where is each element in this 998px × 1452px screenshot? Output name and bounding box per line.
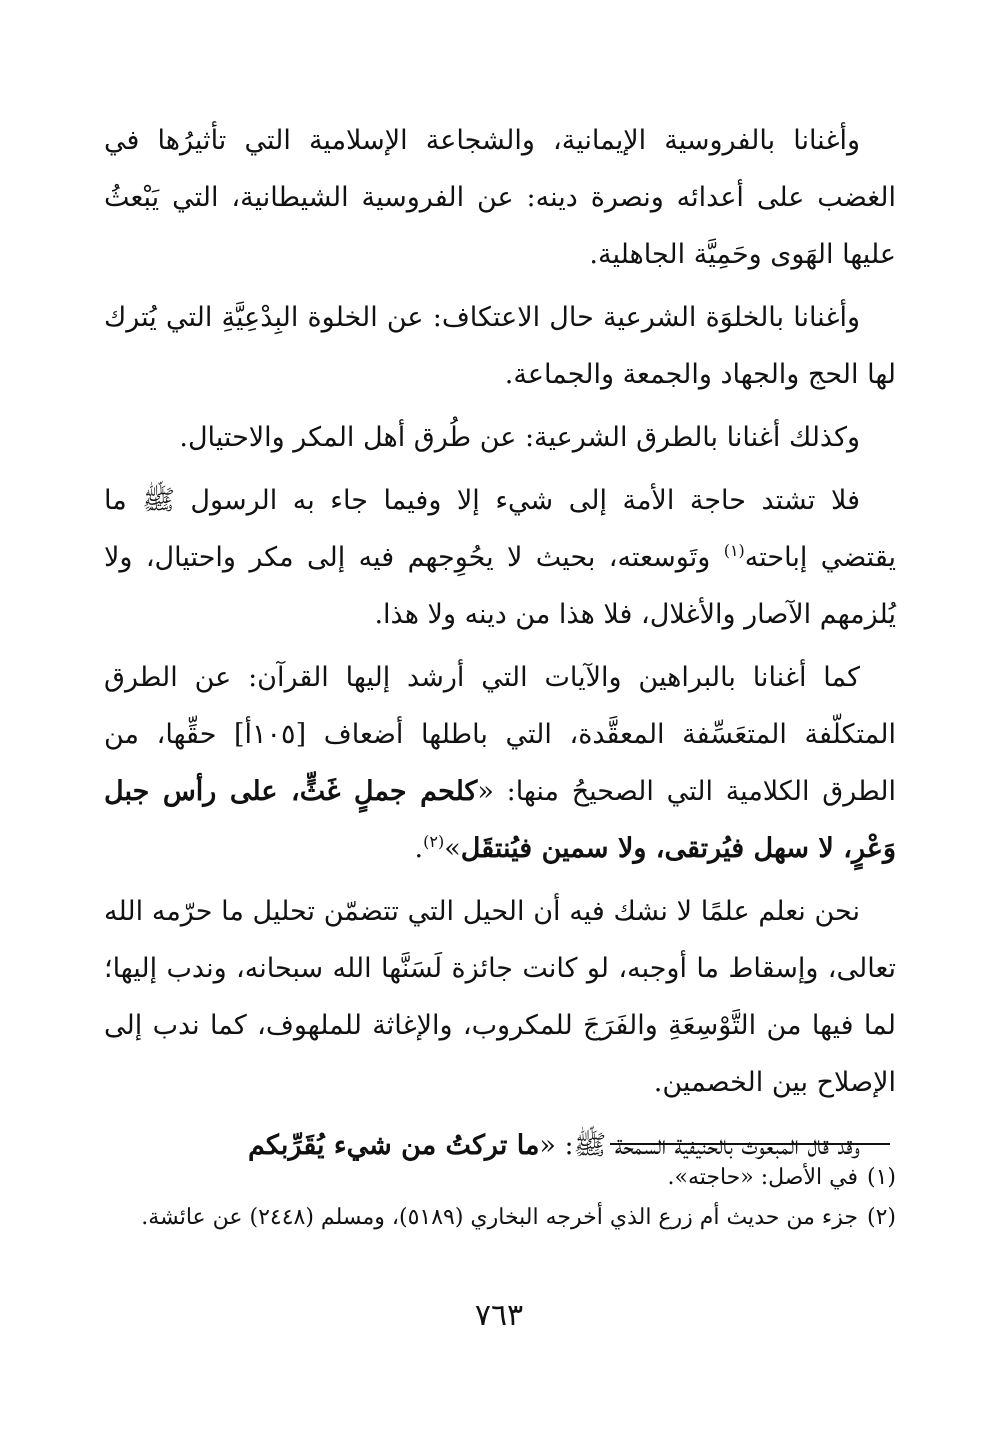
footnote-1 xyxy=(104,1158,896,1198)
paragraph-hajat-al-umma xyxy=(104,472,896,643)
footnote-number: (١) xyxy=(866,1165,896,1190)
footnote-ref-1: (١) xyxy=(723,541,745,560)
paragraph-text: وقد قال المبعوث بالحنيفية السمحة ﷺ: « xyxy=(539,1130,860,1161)
hadith-quote: كلحم جملٍ غَثٍّ، على رأس جبل وَعْرٍ، لا سهل فيُرتقى، ولا سمين فيُنتقَل xyxy=(104,776,896,864)
main-text xyxy=(104,112,896,1180)
footnote-number: (٢) xyxy=(866,1205,896,1230)
paragraph-khalwa: وأغنانا بالخلوَة الشرعية حال الاعتكاف: عن الخلوة البِدْعِيَّةِ التي يُترك لها الحج والجهاد والجمعة والجماعة. xyxy=(104,302,896,390)
footnote-text: في الأصل: «حاجته». xyxy=(667,1165,858,1190)
footnote-2 xyxy=(104,1198,896,1238)
paragraph-text: فلا تشتد حاجة الأمة إلى شيء إلا وفيما جاء به الرسول ﷺ ما يقتضي إباحته xyxy=(104,485,896,573)
footnote-ref-2: (٢) xyxy=(423,832,445,851)
paragraph-hiyal: نحن نعلم علمًا لا نشك فيه أن الحيل التي تتضمّن تحليل ما حرّمه الله تعالى، وإسقاط ما أوجبه، لو كانت جائزة لَسَنَّها الله سبحانه، وندب إليها؛ لما فيها من التَّوْسِعَةِ والفَرَجَ للمكروب، والإغاثة للملهوف، كما ندب إلى الإصلاح بين الخصمين. xyxy=(104,896,896,1098)
footnote-text: جزء من حديث أم زرع الذي أخرجه البخاري (٥١٨٩)، ومسلم (٢٤٤٨) عن عائشة. xyxy=(141,1205,858,1230)
paragraph-furusiyya: وأغنانا بالفروسية الإيمانية، والشجاعة الإسلامية التي تأثيرُها في الغضب على أعدائه ونصرة دينه: عن الفروسية الشيطانية، التي يَبْعثُ عليها الهَوى وحَمِيَّة الجاهلية. xyxy=(104,125,896,270)
paragraph-text: » xyxy=(444,833,461,864)
paragraph-barahin xyxy=(104,649,896,877)
page-number: ٧٦٣ xyxy=(474,1298,524,1333)
footnote-divider xyxy=(610,1143,890,1145)
hadith-quote: ما تركتُ من شيء يُقَرِّبكم xyxy=(248,1130,540,1161)
paragraph-text: كما أغنانا بالبراهين والآيات التي أرشد إليها القرآن: عن الطرق المتكلّفة المتعَسِّفة المعقَّدة، التي باطلها أضعاف [١٠٥أ] حقِّها، من الطرق الكلامية التي الصحيحُ منها: « xyxy=(104,662,897,807)
paragraph-text: . xyxy=(414,833,424,864)
paragraph-text: وتَوسعته، بحيث لا يحُوِجهم فيه إلى مكر واحتيال، ولا يُلزمهم الآصار والأغلال، فلا هذا من دينه ولا هذا. xyxy=(104,542,896,630)
paragraph-turuq: وكذلك أغنانا بالطرق الشرعية: عن طُرق أهل المكر والاحتيال. xyxy=(179,422,860,453)
footnotes xyxy=(104,1158,896,1238)
